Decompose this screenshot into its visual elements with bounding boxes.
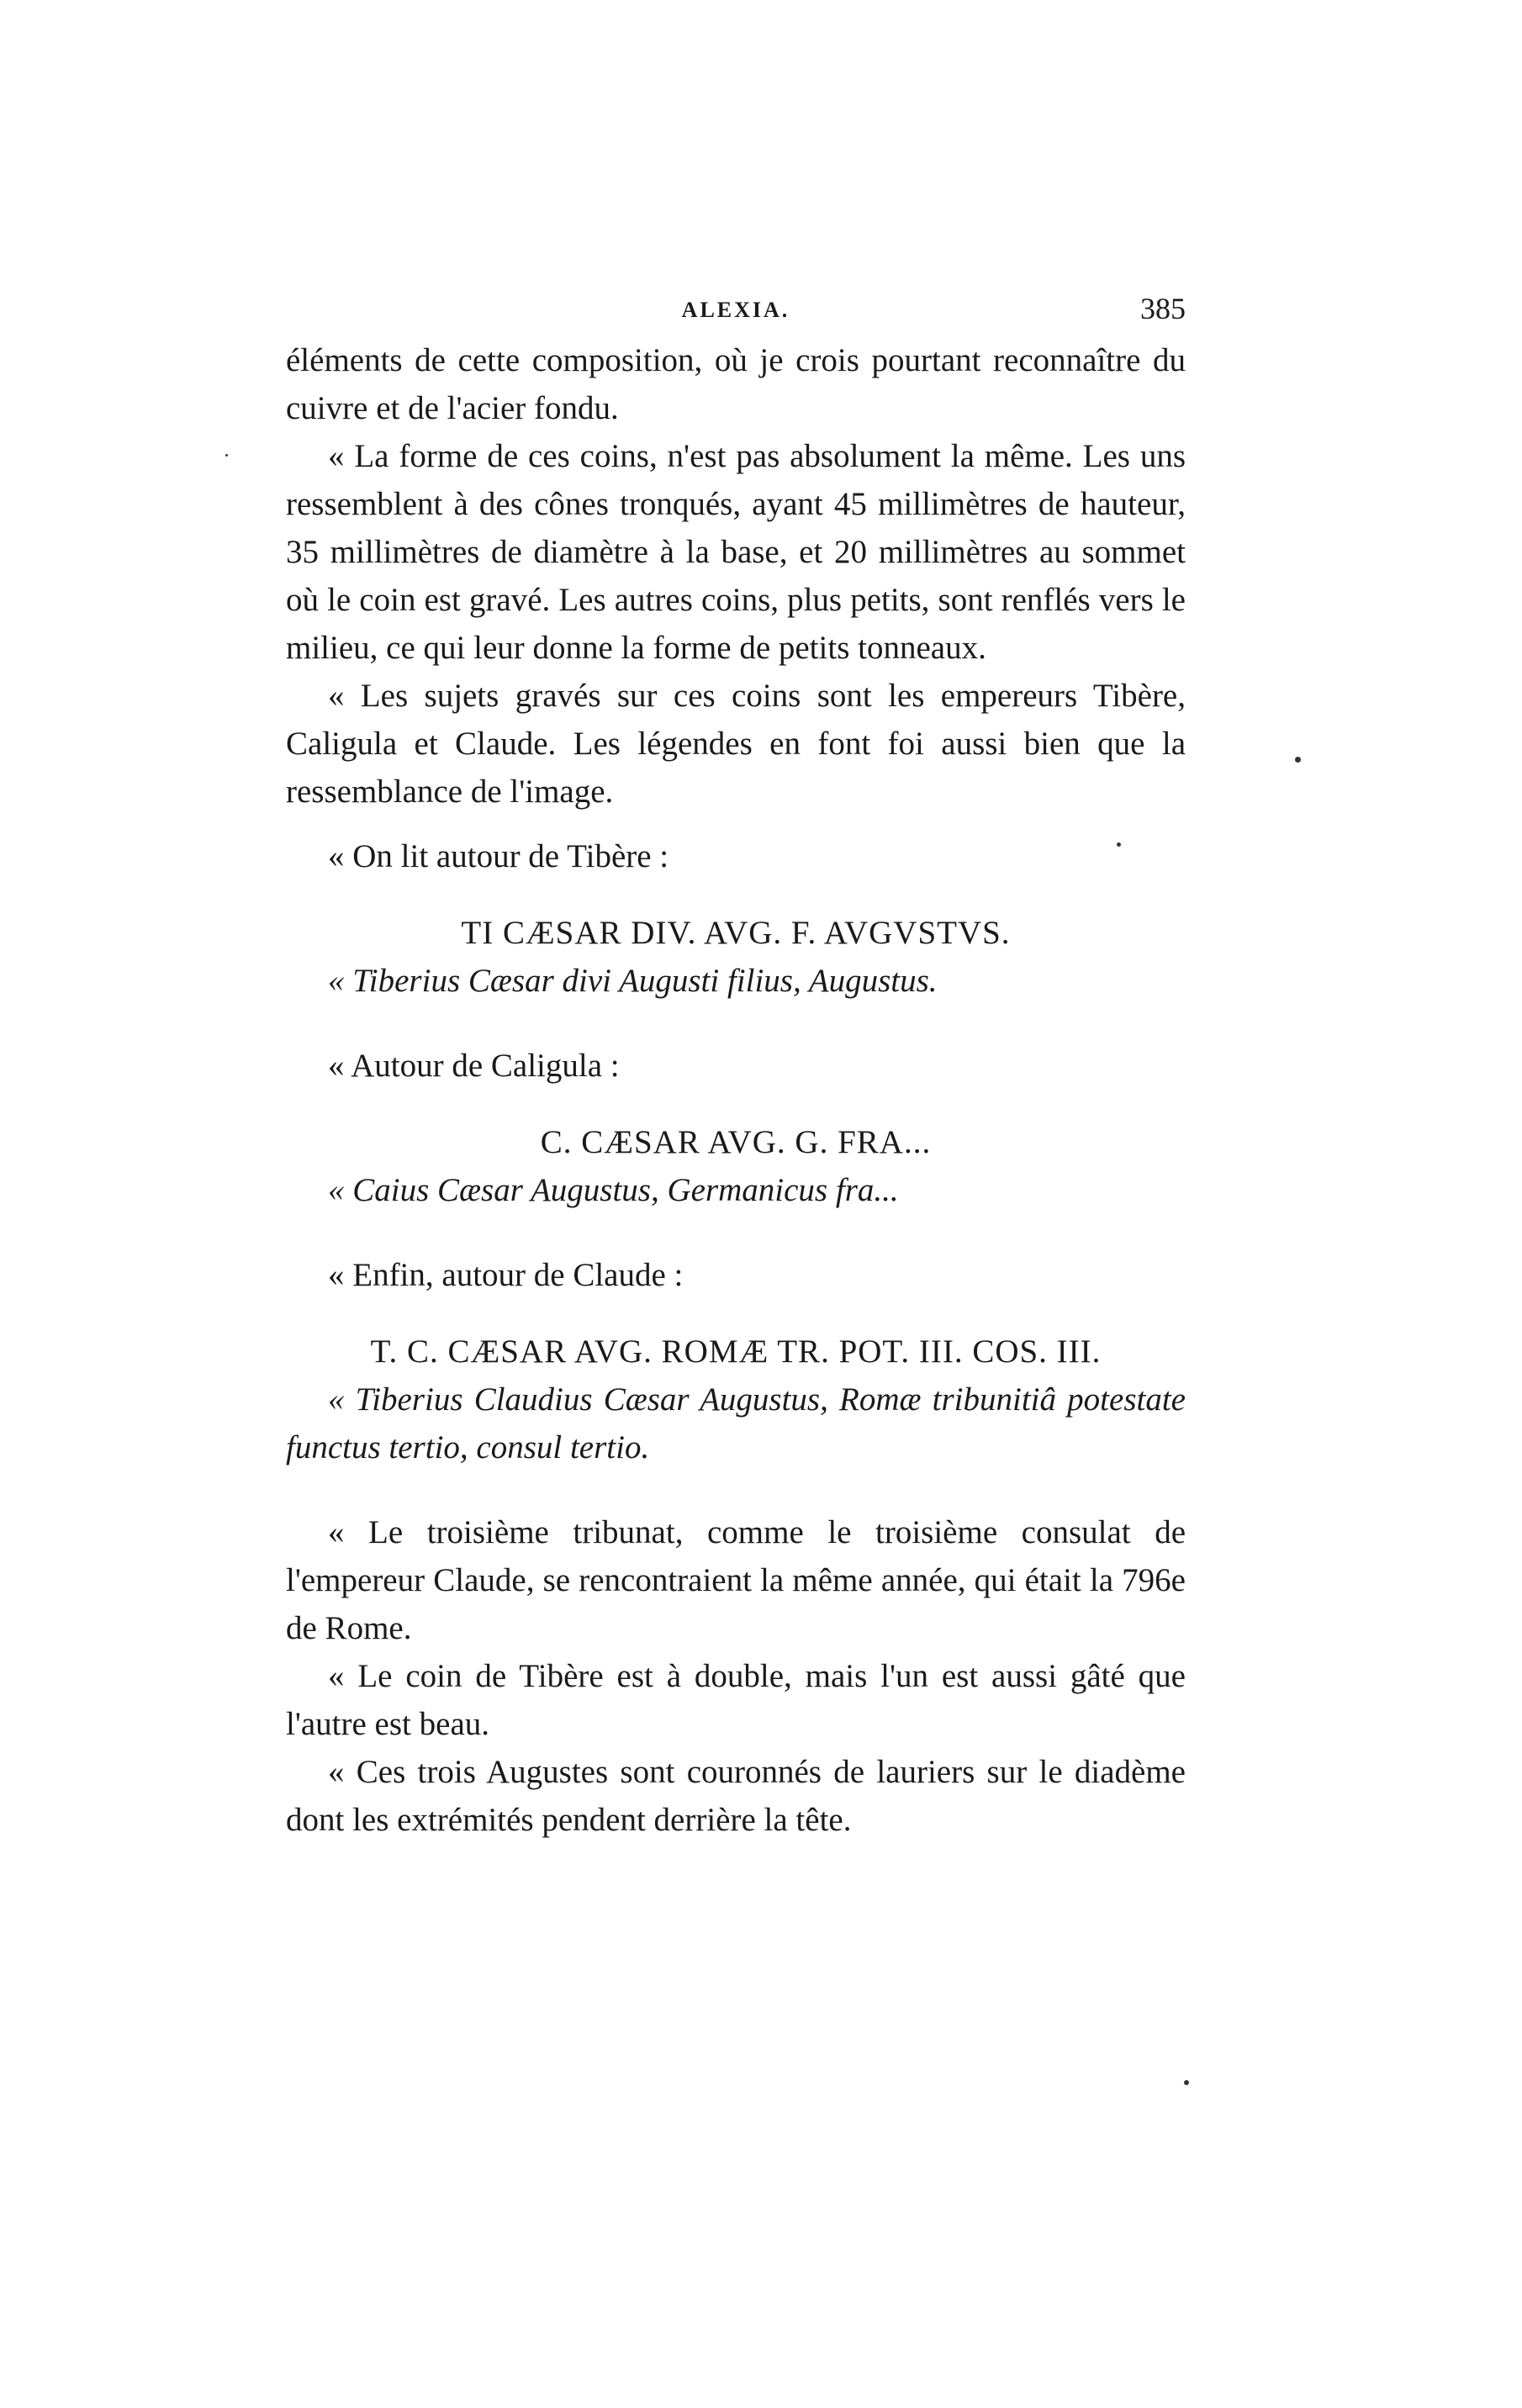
paragraph-laurels: « Ces trois Augustes sont couronnés de lauriers sur le diadème dont les extrémités pendent derrière la tête. [286, 1754, 1186, 1838]
translation-claude: « Tiberius Claudius Cæsar Augustus, Romæ tribunitiâ potestate functus tertio, consul tertio. [286, 1381, 1186, 1465]
page-body [286, 336, 1186, 1844]
inscription-claude: T. C. CÆSAR AVG. ROMÆ TR. POT. III. COS. III. [370, 1333, 1102, 1370]
paragraph-coin-shapes: « La forme de ces coins, n'est pas absolument la même. Les uns ressemblent à des cônes tronqués, ayant 45 millimètres de hauteur, 35 millimètres de diamètre à la base, et 20 millimètres au sommet où le coin est gravé. Les autres coins, plus petits, sont renflés vers le milieu, ce qui leur donne la forme de petits tonneaux. [286, 438, 1186, 666]
paragraph-caligula-intro: « Autour de Caligula : [328, 1048, 620, 1084]
paragraph-continuation: éléments de cette composition, où je crois pourtant reconnaître du cuivre et de l'acier fondu. [286, 342, 1186, 426]
page-number: 385 [1140, 292, 1186, 325]
paragraph-tiberius-intro: « On lit autour de Tibère : [328, 838, 669, 874]
inscription-caligula: C. CÆSAR AVG. G. FRA... [540, 1124, 932, 1160]
scan-speck [1184, 2080, 1189, 2085]
paragraph-tibere-coin: « Le coin de Tibère est à double, mais l'un est aussi gâté que l'autre est beau. [286, 1658, 1186, 1742]
scan-speck [1117, 842, 1121, 847]
paragraph-coin-subjects: « Les sujets gravés sur ces coins sont les empereurs Tibère, Caligula et Claude. Les légendes en font foi aussi bien que la ressemblance de l'image. [286, 678, 1186, 810]
book-page [286, 286, 1186, 1844]
paragraph-claude-intro: « Enfin, autour de Claude : [328, 1257, 684, 1293]
running-title: ALEXIA. [681, 298, 790, 322]
translation-tiberius: « Tiberius Cæsar divi Augusti filius, Augustus. [328, 963, 938, 999]
inscription-tiberius: TI CÆSAR DIV. AVG. F. AVGVSTVS. [461, 915, 1011, 951]
scan-speck [1295, 757, 1301, 763]
page-header [286, 286, 1186, 336]
scan-speck [225, 454, 228, 457]
paragraph-tribunat: « Le troisième tribunat, comme le troisième consulat de l'empereur Claude, se rencontraient la même année, qui était la 796e de Rome. [286, 1514, 1186, 1646]
translation-caligula: « Caius Cæsar Augustus, Germanicus fra... [328, 1172, 899, 1208]
